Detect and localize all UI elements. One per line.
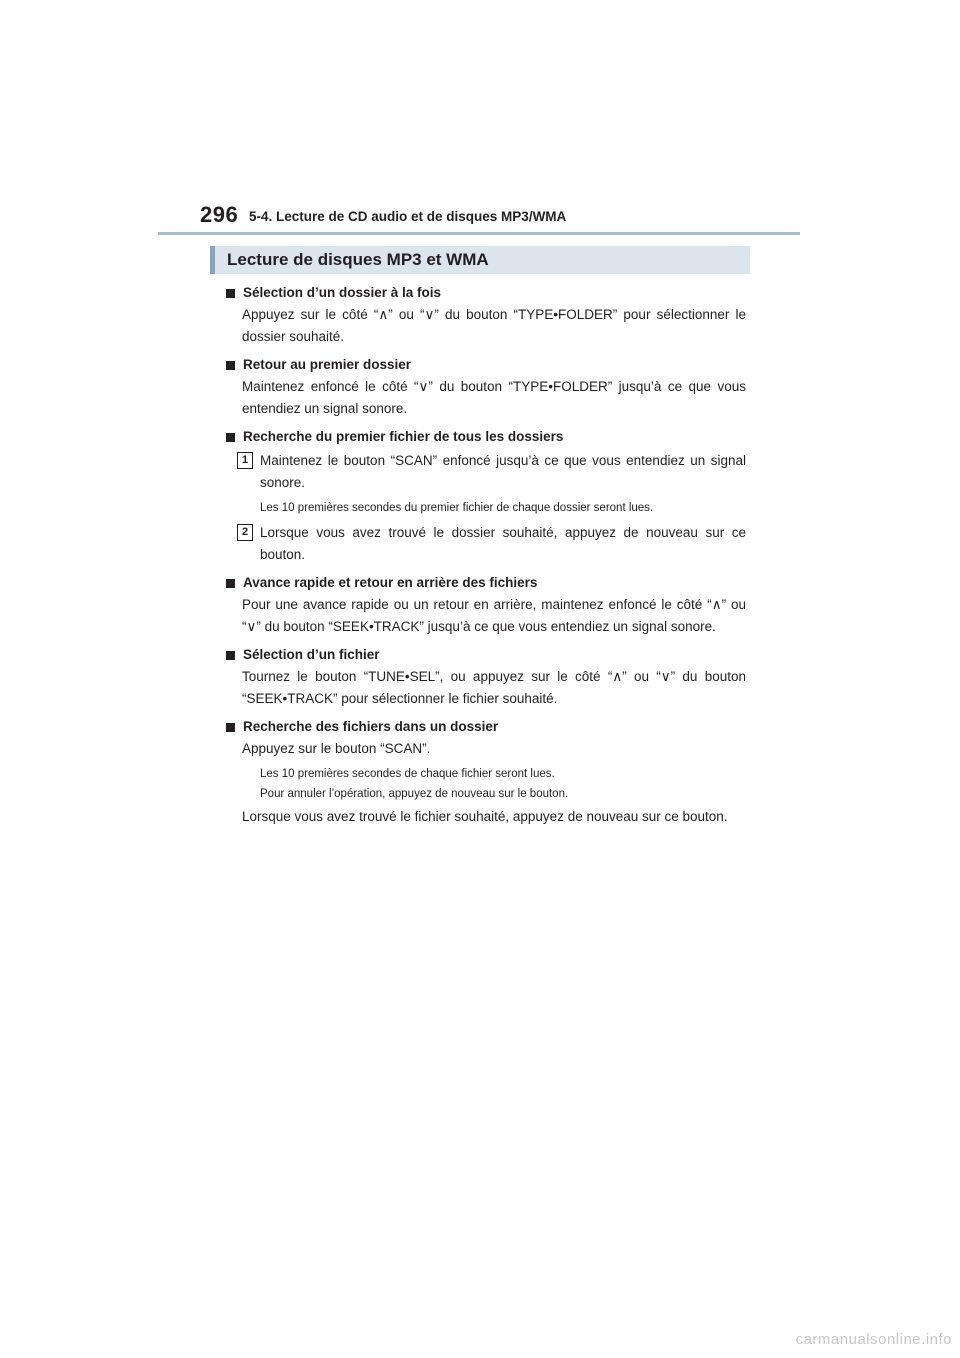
item-text: Pour une avance rapide ou un retour en arrière, maintenez enfoncé le côté “∧” ou “∨” du bouton “SEEK•TRACK” jusqu’à ce que vous entendiez un signal sonore. [242, 597, 746, 634]
page-number: 296 [200, 202, 239, 227]
step-note: Les 10 premières secondes du premier fichier de chaque dossier seront lues. [260, 502, 654, 514]
item-text: Lorsque vous avez trouvé le fichier souhaité, appuyez de nouveau sur ce bouton. [242, 809, 728, 824]
square-bullet-icon [226, 289, 235, 298]
running-header: 5-4. Lecture de CD audio et de disques MP3/WMA [249, 209, 567, 224]
heading-text: Sélection d’un fichier [243, 647, 380, 662]
item-text: Maintenez enfoncé le côté “∨” du bouton “TYPE•FOLDER” jusqu’à ce que vous entendiez un signal sonore. [242, 379, 746, 416]
note: Pour annuler l’opération, appuyez de nouveau sur le bouton. [260, 788, 569, 800]
square-bullet-icon [226, 579, 235, 588]
item-heading [224, 716, 746, 738]
header-rule [158, 232, 800, 235]
item-heading [224, 572, 746, 594]
heading-text: Recherche du premier fichier de tous les dossiers [243, 429, 564, 444]
item-heading [224, 644, 746, 666]
item-text: Appuyez sur le côté “∧” ou “∨” du bouton “TYPE•FOLDER” pour sélectionner le dossier souhaité. [242, 307, 746, 344]
item-heading [224, 282, 746, 304]
section-title: Lecture de disques MP3 et WMA [227, 250, 489, 269]
item-heading [224, 426, 746, 448]
heading-text: Retour au premier dossier [243, 357, 412, 372]
item-folder-select [224, 282, 746, 348]
square-bullet-icon [226, 361, 235, 370]
content [224, 282, 746, 834]
square-bullet-icon [226, 433, 235, 442]
item-first-file-search [224, 426, 746, 566]
square-bullet-icon [226, 651, 235, 660]
step-1 [241, 450, 746, 494]
heading-text: Avance rapide et retour en arrière des fichiers [243, 575, 538, 590]
item-fast-forward [224, 572, 746, 638]
item-text: Appuyez sur le bouton “SCAN”. [242, 741, 431, 756]
heading-text: Sélection d’un dossier à la fois [243, 285, 442, 300]
step-number-badge: 2 [237, 524, 253, 541]
step-2 [241, 522, 746, 566]
note: Les 10 premières secondes de chaque fichier seront lues. [260, 768, 555, 780]
step-number-badge: 1 [237, 452, 253, 469]
section-bar [210, 246, 750, 274]
step-text: Maintenez le bouton “SCAN” enfoncé jusqu’à ce que vous entendiez un signal sonore. [260, 453, 746, 490]
watermark: carmanualsonline.info [795, 1331, 952, 1348]
item-file-select [224, 644, 746, 710]
item-text: Tournez le bouton “TUNE•SEL”, ou appuyez sur le côté “∧” ou “∨” du bouton “SEEK•TRACK” pour sélectionner le fichier souhaité. [242, 669, 746, 706]
item-heading [224, 354, 746, 376]
square-bullet-icon [226, 723, 235, 732]
item-file-scan [224, 716, 746, 828]
item-first-folder [224, 354, 746, 420]
heading-text: Recherche des fichiers dans un dossier [243, 719, 499, 734]
step-text: Lorsque vous avez trouvé le dossier souhaité, appuyez de nouveau sur ce bouton. [260, 525, 746, 562]
